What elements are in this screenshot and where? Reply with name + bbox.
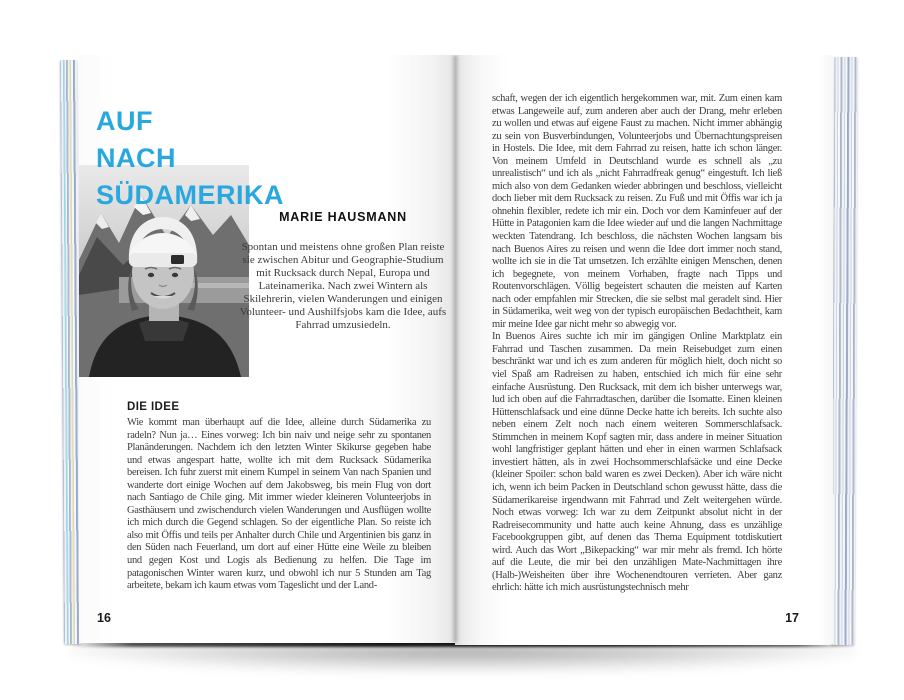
left-page-stack-edge <box>60 60 81 644</box>
page-number-left: 16 <box>97 611 111 625</box>
chapter-title-line: SÜDAMERIKA <box>96 180 285 210</box>
left-page-body: Wie kommt man überhaupt auf die Idee, alleine durch Südamerika zu radeln? Nun ja… Eines vorweg: Ich bin naiv und neige sehr zu spontanen Planänderungen. Nachdem ich den letzten Winter Skikurse gegeben habe und etwas angespart hatte, wollte ich mit dem Rucksack Südamerika bereisen. Ich fuhr zuerst mit einem Kumpel in seinem Van nach Spanien und wanderte dort einige Wochen auf dem Jakobsweg, bis mein Flug von dort nach Santiago de Chile ging. Mit immer wieder kleineren Volunteerjobs in Gasthäusern und zwischendurch vielen Wanderungen und Ausflügen wollte ich mich durch die Gegend schlagen. So der eigentliche Plan. So reiste ich also mit Öffis und teils per Anhalter durch Chile und Argentinien bis ganz in den Süden nach Feuerland, um dort auf einer Hütte eine Weile zu bleiben und gegen Kost und Logis als Bedienung zu helfen. Die Tage im patagonischen Winter waren kurz, und obwohl ich nur 5 Stunden am Tag arbeitete, bekam ich kaum etwas vom Tageslicht und der Land- <box>127 417 431 592</box>
chapter-title <box>96 103 284 214</box>
page-number-right: 17 <box>785 611 799 625</box>
author-bio: Spontan und meistens ohne großen Plan reiste sie zwischen Abitur und Geographie-Studium mit Rucksack durch Nepal, Europa und Lateinamerika. Nach zwei Wintern als Skilehrerin, vielen Wanderungen und einigen Volunteer- und Aushilfsjobs kam die Idee, aufs Fahrrad umzusiedeln. <box>239 241 447 331</box>
page-left <box>79 55 455 643</box>
body-paragraph: In Buenos Aires suchte ich mir im gängigen Online Marktplatz ein Fahrrad und Taschen zusammen. Da mein Reisebudget zum einen beschränkt war und ich es zum anderen für möglich hielt, doch nicht so viel Spaß am Radreisen zu haben, entschied ich mich für eine sehr einfache Ausrüstung. Den Rucksack, mit dem ich bisher unterwegs war, lud ich oben auf die Fahrradtaschen, darüber die Isomatte. Einen kleinen Hüttenschlafsack und eine dünne Decke hatte ich bereits. Ich suchte also neben einem Zelt noch nach einem weiteren Sommerschlafsack. Stimmchen in meinem Kopf sagten mir, dass andere in meiner Situation wohl langfristiger geplant hätten und eher in einen warmen Schlafsack investiert hätten, als in zwei Hochsommerschlafsäcke und eine Decke (kleiner Spoiler: schon bald waren es zwei Decken). Aber ich wäre nicht ich, wenn ich beim Packen in Deutschland schon gewusst hätte, dass die Südamerikareise irgendwann mit Fahrrad und Zelt weitergehen würde. Noch etwas vorweg: Ich war zu dem Zeitpunkt absolut nicht in der Radreisecommunity und hatte auch keine Ahnung, dass es unzählige Facebookgruppen gibt, auf denen das Thema Equipment totdiskutiert wird. Auch das Wort „Bikepacking“ war mir mehr als fremd. Ich hörte auf die Leute, die mir bei den unzähligen Mate-Nachmittagen ihre (Halb-)Weisheiten über ihre Wochenendtouren verrieten. Aber ganz ehrlich: hätte ich mich ausrüstungstechnisch mehr <box>492 331 782 594</box>
page-edge-stripe <box>844 57 849 645</box>
section-heading: DIE IDEE <box>127 401 180 413</box>
page-edge-stripe <box>63 60 69 644</box>
chapter-title-line: AUF <box>96 106 153 136</box>
author-name: MARIE HAUSMANN <box>279 210 407 224</box>
author-block <box>239 210 447 332</box>
right-page-stack-edge <box>831 57 857 645</box>
body-paragraph: schaft, wegen der ich eigentlich hergekommen war, mit. Zum einen kam etwas Langeweile auf, zum anderen aber auch der Drang, mehr erleben zu wollen und etwas auf eigene Faust zu machen. Nicht immer abhängig zu sein von Busverbindungen, Volunteerjobs und Übernachtungspreisen in Hostels. Die Idee, mit dem Fahrrad zu reisen, hatte ich schon länger. Von meinem Umfeld in Deutschland wurde es schnell als „zu unrealistisch“ und ich als „nicht Fahrradfreak genug“ eingestuft. Ich ließ mich also von dem Gedanken wieder abbringen und beschloss, vielleicht doch lieber mit dem Rucksack zu reisen. Zu Fuß und mit Öffis war ich ja ohnehin flexibler, redete ich mir ein. Doch vor dem Kaminfeuer auf der Hütte in Patagonien kam die Idee wieder auf und die langen Nachmittage weckten Tatendrang. Ich beschloss, die nächsten Wochen langsam bis nach Buenos Aires zu reisen und wenn die Idee dort immer noch stand, wollte ich sie in die Tat umsetzen. Ich erzählte einigen Menschen, denen ich begegnete, von meinem Vorhaben, fragte nach Tipps und Routenvorschlägen. Völlig begeistert schauten die meisten auf Karten nach oder empfahlen mir Strecken, die sie selbst mal geradelt sind. Hier in Südamerika, weit weg von der typisch europäischen Bedachtheit, kam mir meine Idee gar nicht mehr so abwegig vor. <box>492 93 782 330</box>
page-right <box>455 55 833 645</box>
book-gutter-shadow <box>451 56 459 642</box>
book-drop-shadow <box>70 646 856 672</box>
right-page-body <box>492 93 782 595</box>
chapter-title-line: NACH <box>96 143 176 173</box>
